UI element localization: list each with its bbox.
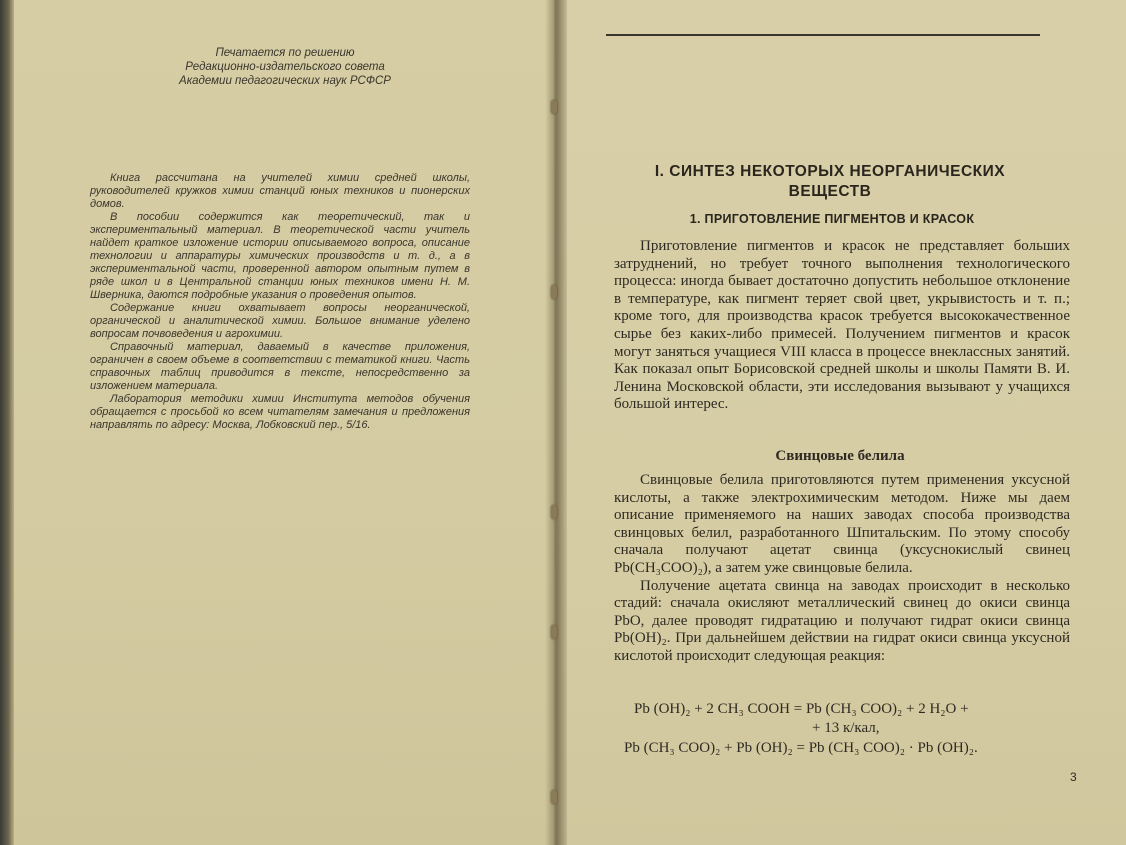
annotation-paragraph: Содержание книги охватывает вопросы неорганической, органической и аналитической химии. Большое внимание уделено вопросам почвоведения и агрохимии. bbox=[90, 302, 470, 340]
equation: Pb (OH)₂ + 2 CH₃ COOH = Pb (CH₃ COO)₂ + 2 H₂O + bbox=[634, 701, 969, 717]
binding-stitch bbox=[551, 625, 557, 639]
book-gutter bbox=[545, 0, 567, 845]
imprint-line: Академии педагогических наук РСФСР bbox=[179, 75, 391, 87]
section-title: 1. ПРИГОТОВЛЕНИЕ ПИГМЕНТОВ И КРАСОК bbox=[689, 212, 975, 226]
subheading: Свинцовые белила bbox=[775, 448, 905, 464]
binding-stitch bbox=[551, 505, 557, 519]
imprint-line: Редакционно-издательского совета bbox=[185, 61, 385, 73]
chapter-title-line: I. СИНТЕЗ НЕКОТОРЫХ НЕОРГАНИЧЕСКИХ bbox=[654, 163, 1006, 180]
book-annotation bbox=[90, 172, 470, 432]
header-rule bbox=[606, 34, 1040, 36]
annotation-paragraph: Справочный материал, даваемый в качестве приложения, ограничен в своем объеме в соответствии с тематикой книги. Часть справочных таблиц приводится в тексте, непосредственно за изложением материала. bbox=[90, 341, 470, 392]
body-text-intro bbox=[614, 238, 1070, 414]
imprint-line: Печатается по решению bbox=[215, 47, 355, 59]
binding-stitch bbox=[551, 285, 557, 299]
annotation-paragraph: В пособии содержится как теоретический, так и экспериментальный материал. В теоретической части учитель найдет краткое изложение истории описываемого вопроса, описание технологии и аппаратуры химических производств и т. д., а в экспериментальной части, проверенной автором опытным путем в ряде школ и в Центральной станции юных техников имени Н. М. Шверника, даются подробные указания о проведения опытов. bbox=[90, 211, 470, 301]
binding-stitch bbox=[551, 790, 557, 804]
chapter-title bbox=[610, 162, 1050, 202]
annotation-paragraph: Книга рассчитана на учителей химии средней школы, руководителей кружков химии станций юных техников и пионерских домов. bbox=[90, 172, 470, 210]
book-cover-edge bbox=[0, 0, 14, 845]
body-paragraph: Получение ацетата свинца на заводах происходит в несколько стадий: сначала окисляют металлический свинец до окиси свинца PbO, далее проводят гидратацию и получают гидрат окиси свинца Pb(OH)₂. При дальнейшем действии на гидрат окиси свинца уксусной кислотой происходит следующая реакция: bbox=[614, 577, 1070, 664]
chapter-title-line: ВЕЩЕСТВ bbox=[788, 183, 872, 200]
binding-stitch bbox=[551, 100, 557, 114]
body-paragraph: Свинцовые белила приготовляются путем применения уксусной кислоты, а также электрохимическим методом. Ниже мы даем описание применяемого на наших заводах способа производства свинцовых белил, разработанного Шпитальским. По этому способу сначала получают ацетат свинца (уксуснокислый свинец Pb(CH₃COO)₂), а затем уже свинцовые белила. bbox=[614, 472, 1070, 576]
equation: Pb (CH₃ COO)₂ + Pb (OH)₂ = Pb (CH₃ COO)₂ · Pb (OH)₂. bbox=[624, 740, 978, 756]
page-number: 3 bbox=[1070, 770, 1077, 784]
body-paragraph: Приготовление пигментов и красок не представляет больших затруднений, но требует точного выполнения технологического процесса: иногда бывает достаточно допустить небольшое отклонение в температуре, как пигмент теряет свой цвет, укрывистость и т. п.; кроме того, для производства красок требуется высококачественное сырье без каких-либо примесей. Получением пигментов и красок могут заняться учащиеся VIII класса в процессе внеклассных занятий. Как показал опыт Борисовской средней школы и школы Памяти В. И. Ленина Московской области, эти исследования вызывают у учащихся большой интерес. bbox=[614, 238, 1070, 413]
equation-continuation: + 13 к/кал, bbox=[812, 720, 880, 736]
body-text-lead-white bbox=[614, 472, 1070, 666]
annotation-paragraph: Лаборатория методики химии Института методов обучения обращается с просьбой ко всем читателям замечания и предложения направлять по адресу: Москва, Лобковский пер., 5/16. bbox=[90, 393, 470, 431]
imprint-note bbox=[160, 46, 410, 88]
